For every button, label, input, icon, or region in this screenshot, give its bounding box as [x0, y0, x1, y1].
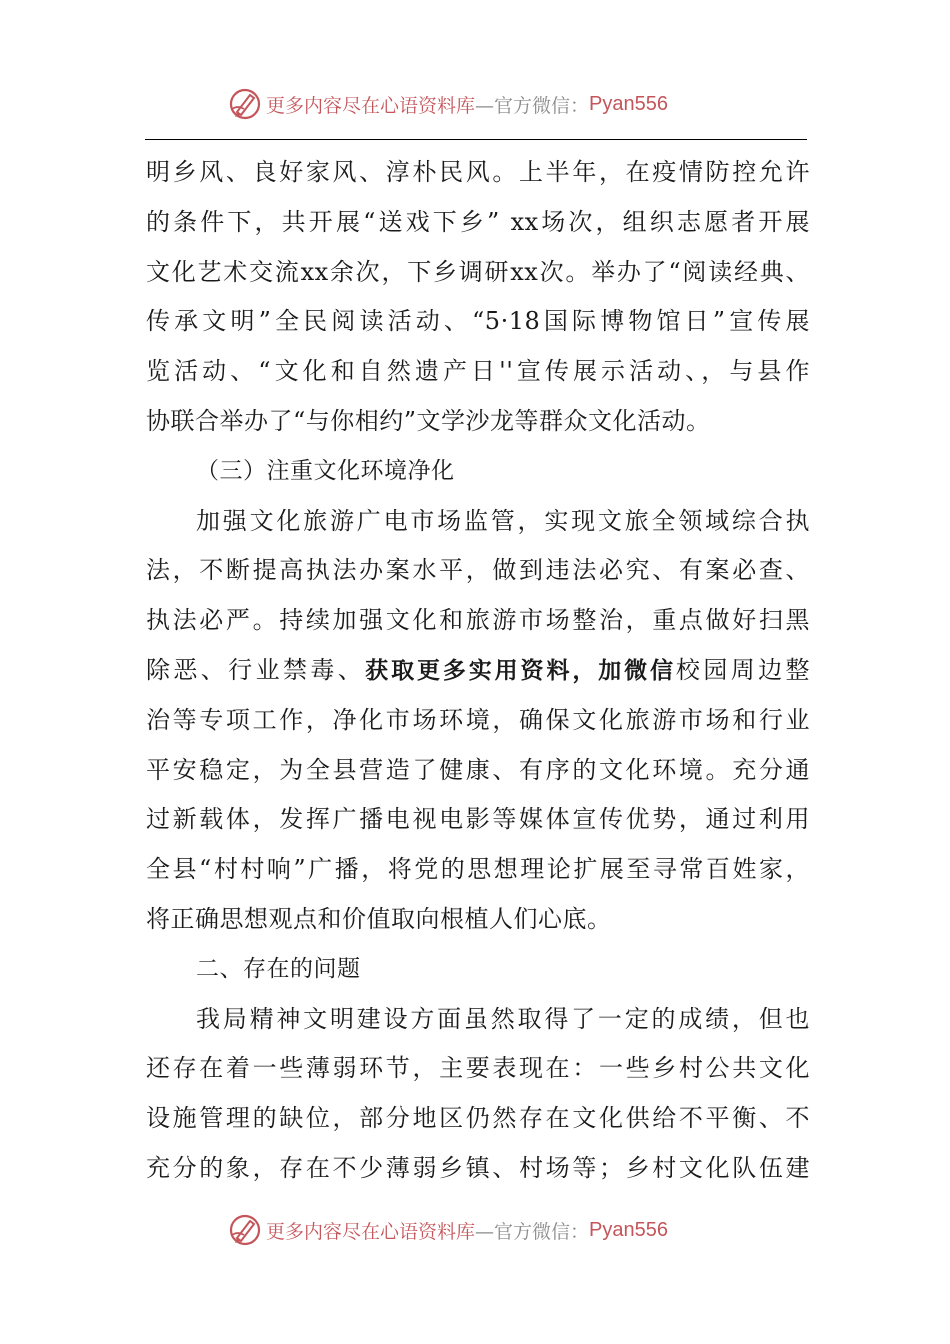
watermark-wechat-id: Pyan556	[589, 92, 668, 115]
text-line: 明乡风、良好家风、淳朴民风。上半年，在疫情防控允许	[146, 158, 810, 186]
section-heading-2: 二、存在的问题	[196, 955, 361, 982]
watermark-separator: —官方微信：	[475, 1220, 590, 1243]
text-segment: 校园周边整	[675, 655, 811, 684]
text-line: 传承文明”全民阅读活动、“5·18国际博物馆日”宣传展	[146, 307, 810, 336]
text-line: 还存在着一些薄弱环节，主要表现在：一些乡村公共文化	[146, 1054, 810, 1083]
text-line: 文化艺术交流xx余次，下乡调研xx次。举办了“阅读经典、	[146, 257, 810, 286]
text-line: 平安稳定，为全县营造了健康、有序的文化环境。充分通	[146, 755, 810, 784]
watermark-text: 更多内容尽在心语资料库	[266, 1220, 476, 1243]
header-watermark	[228, 84, 668, 124]
text-line: 设施管理的缺位，部分地区仍然存在文化供给不平衡、不	[146, 1104, 810, 1133]
text-line: 的条件下，共开展“送戏下乡” xx场次，组织志愿者开展	[146, 207, 810, 236]
text-line	[146, 646, 810, 696]
footer-watermark	[228, 1210, 668, 1250]
promo-text: 获取更多实用资料，加微信	[365, 657, 676, 684]
text-line: 全县“村村响”广播，将党的思想理论扩展至寻常百姓家，	[146, 855, 810, 884]
text-line: 过新载体，发挥广播电视电影等媒体宣传优势，通过利用	[146, 805, 810, 834]
section-heading-3: （三）注重文化环境净化	[196, 457, 455, 484]
text-line: 览活动、“文化和自然遗产日''宣传展示活动、，与县作	[146, 357, 810, 386]
text-line: 加强文化旅游广电市场监管，实现文旅全领域综合执	[196, 506, 810, 535]
watermark-wechat-id: Pyan556	[589, 1218, 668, 1241]
text-line: 执法必严。持续加强文化和旅游市场整治，重点做好扫黑	[146, 606, 810, 635]
text-line: 协联合举办了“与你相约”文学沙龙等群众文化活动。	[146, 406, 711, 435]
text-line: 我局精神文明建设方面虽然取得了一定的成绩，但也	[196, 1004, 810, 1033]
text-segment: 除恶、行业禁毒、	[146, 655, 366, 684]
text-line: 将正确思想观点和价值取向根植人们心底。	[146, 904, 612, 933]
watermark-text: 更多内容尽在心语资料库	[266, 94, 476, 117]
text-line: 充分的象，存在不少薄弱乡镇、村场等；乡村文化队伍建	[146, 1153, 810, 1182]
document-body	[146, 148, 810, 1194]
watermark-separator: —官方微信：	[475, 94, 590, 117]
pen-logo-icon	[228, 1213, 262, 1247]
pen-logo-icon	[228, 87, 262, 121]
text-line: 治等专项工作，净化市场环境，确保文化旅游市场和行业	[146, 705, 810, 734]
header-rule	[145, 139, 807, 140]
text-line: 法，不断提高执法办案水平，做到违法必究、有案必查、	[146, 556, 810, 585]
